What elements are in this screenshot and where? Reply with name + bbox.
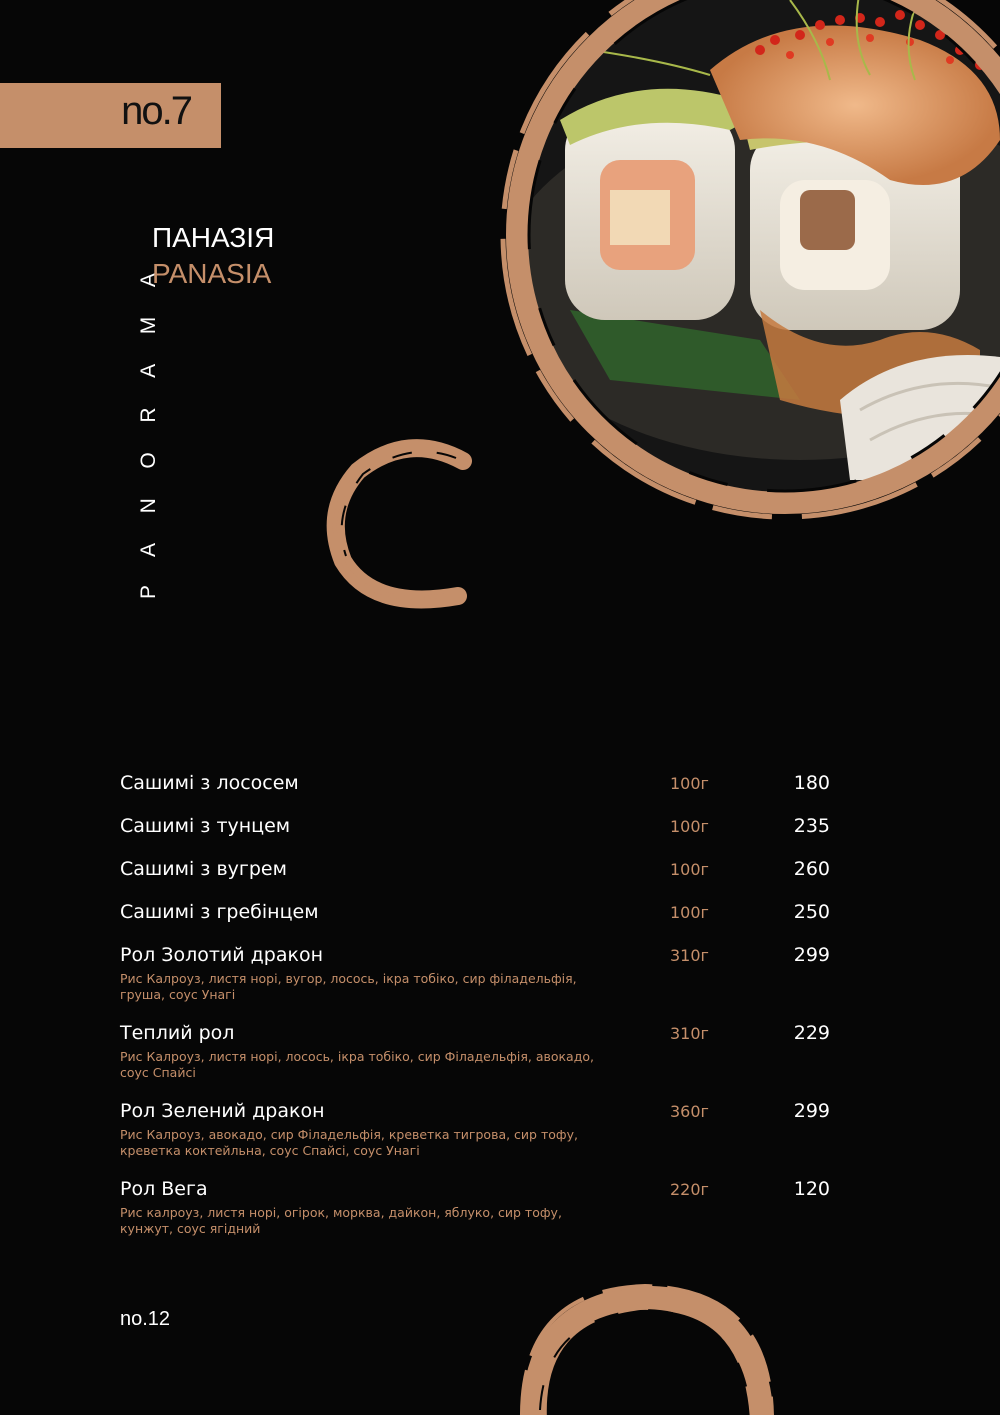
menu-item bbox=[120, 856, 840, 882]
menu-item-name: Сашимі з гребінцем bbox=[120, 901, 319, 923]
menu-item-price: 250 bbox=[793, 901, 830, 923]
brand-vertical bbox=[110, 222, 160, 602]
menu-item bbox=[120, 1020, 840, 1081]
section-badge-label: no.7 bbox=[121, 89, 191, 133]
page-number: no.12 bbox=[120, 1308, 171, 1330]
menu-item-name: Теплий рол bbox=[120, 1022, 235, 1044]
menu-item bbox=[120, 1176, 840, 1237]
brand-name: PANORAMA bbox=[137, 243, 160, 599]
menu-item-description: Рис калроуз, листя норі, огірок, морква, дайкон, яблуко, сир тофу, кунжут, соус ягідний bbox=[120, 1205, 562, 1236]
brush-ring-decoration bbox=[510, 1280, 780, 1415]
menu-item-description: Рис Калроуз, авокадо, сир Філадельфія, креветка тигрова, сир тофу, креветка коктейльна, соус Спайсі, соус Унагі bbox=[120, 1127, 578, 1158]
menu-item-name: Сашимі з вугрем bbox=[120, 858, 287, 880]
menu-item-description: Рис Калроуз, листя норі, вугор, лосось, ікра тобіко, сир філадельфія, груша, соус Унагі bbox=[120, 971, 577, 1002]
menu-item-weight: 310г bbox=[670, 946, 709, 965]
section-badge bbox=[0, 83, 221, 148]
section-title-en: PANASIA bbox=[152, 258, 272, 289]
menu-item-name: Сашимі з тунцем bbox=[120, 815, 291, 837]
menu-item bbox=[120, 770, 840, 796]
menu-item-weight: 220г bbox=[670, 1180, 709, 1199]
menu-item-weight: 100г bbox=[670, 774, 709, 793]
menu-item-weight: 100г bbox=[670, 817, 709, 836]
menu-item bbox=[120, 899, 840, 925]
menu-item bbox=[120, 813, 840, 839]
brush-stroke-decoration bbox=[318, 436, 478, 611]
menu-item-weight: 100г bbox=[670, 860, 709, 879]
menu-item-price: 120 bbox=[793, 1178, 830, 1200]
menu-item-name: Рол Золотий дракон bbox=[120, 944, 324, 966]
menu-list bbox=[120, 770, 840, 1254]
menu-item-price: 180 bbox=[793, 772, 830, 794]
menu-item-weight: 310г bbox=[670, 1024, 709, 1043]
section-title-ua: ПАНАЗІЯ bbox=[152, 222, 275, 253]
menu-item-name: Сашимі з лососем bbox=[120, 772, 299, 794]
menu-item-price: 229 bbox=[793, 1022, 830, 1044]
menu-item-name: Рол Вега bbox=[120, 1178, 208, 1200]
menu-item-price: 299 bbox=[793, 944, 830, 966]
menu-item-price: 299 bbox=[793, 1100, 830, 1122]
menu-item-price: 260 bbox=[793, 858, 830, 880]
menu-item-weight: 360г bbox=[670, 1102, 709, 1121]
menu-item-description: Рис Калроуз, листя норі, лосось, ікра тобіко, сир Філадельфія, авокадо, соус Спайсі bbox=[120, 1049, 594, 1080]
menu-item-name: Рол Зелений дракон bbox=[120, 1100, 325, 1122]
menu-item-price: 235 bbox=[793, 815, 830, 837]
menu-item bbox=[120, 1098, 840, 1159]
menu-item-weight: 100г bbox=[670, 903, 709, 922]
sushi-photo bbox=[460, 0, 1000, 550]
menu-item bbox=[120, 942, 840, 1003]
